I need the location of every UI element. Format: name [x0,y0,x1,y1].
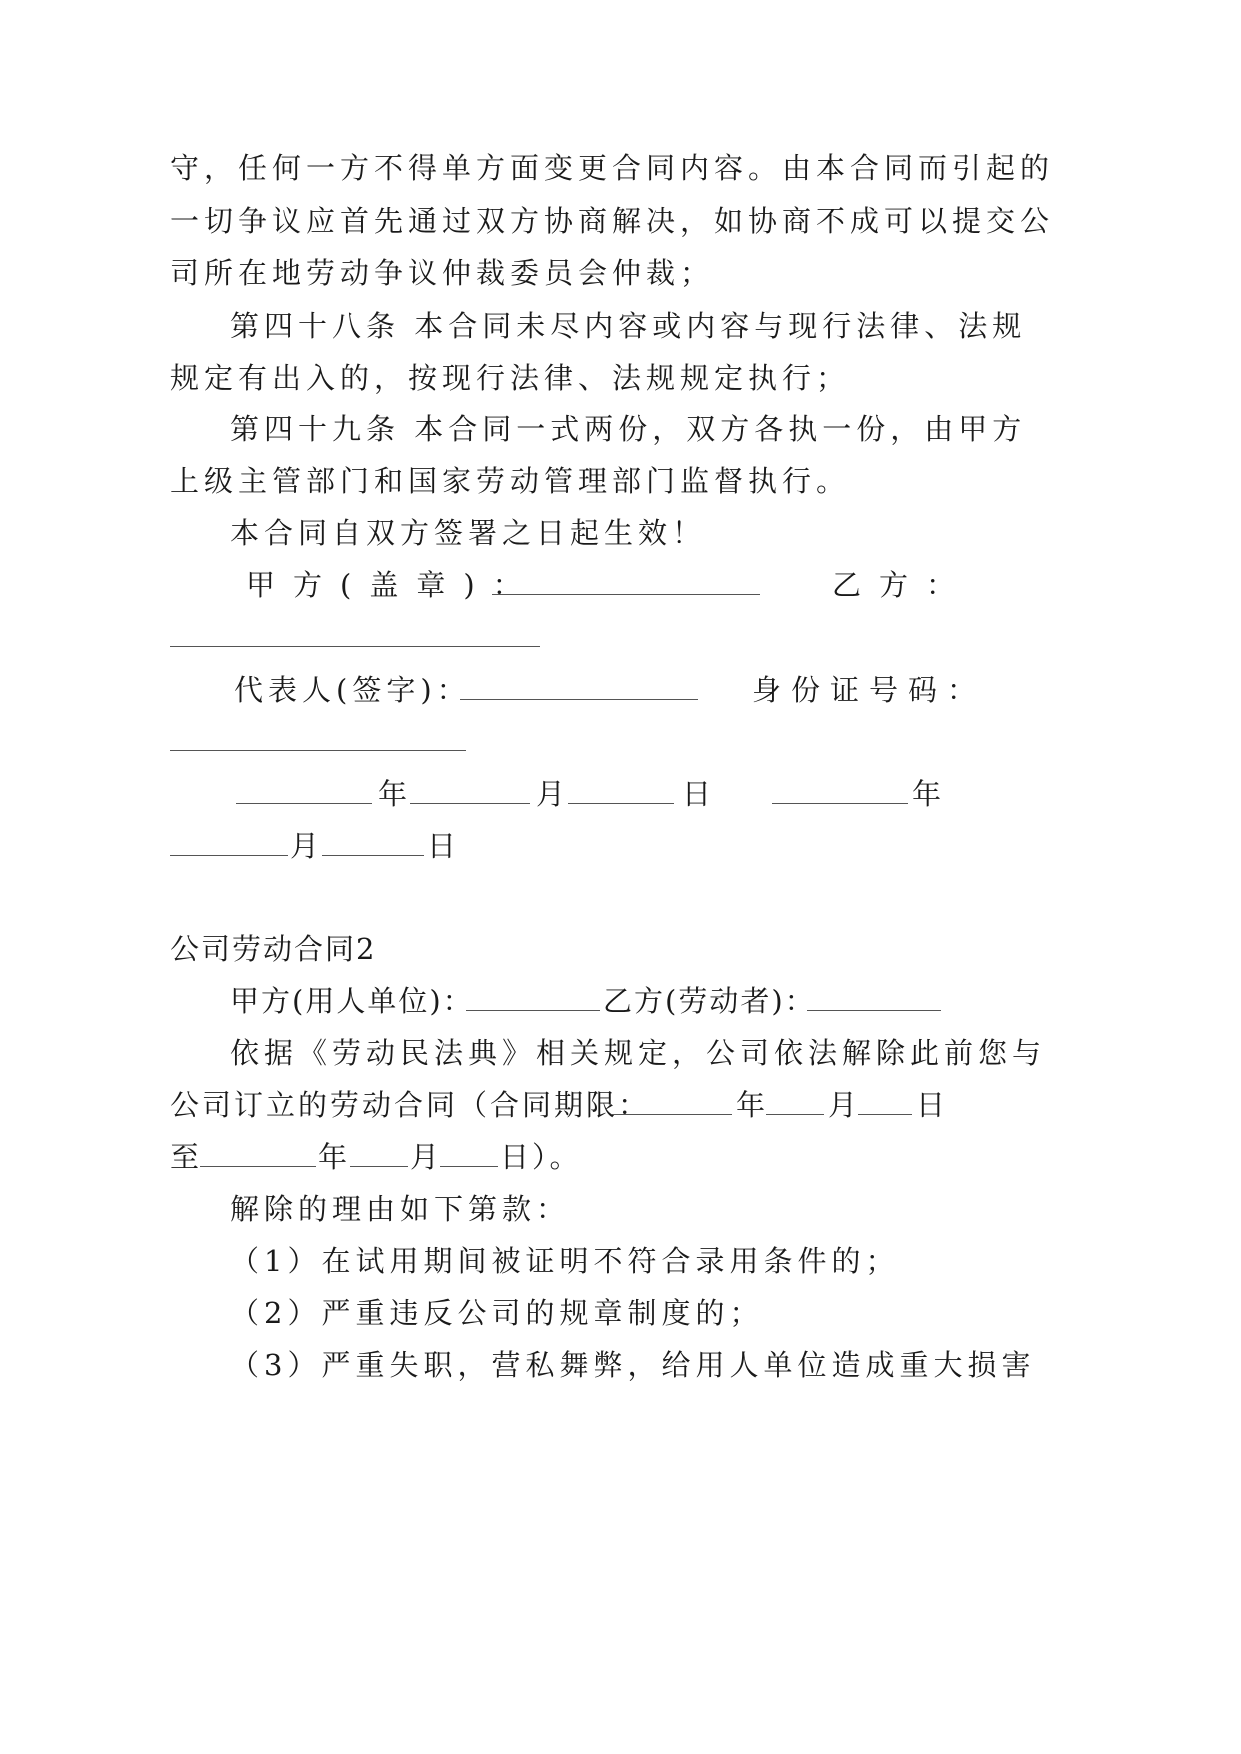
employee-label: 乙方(劳动者)： [603,984,816,1018]
employee-field[interactable] [807,981,941,1021]
parties-line [0,981,1241,1021]
month-field[interactable] [410,774,530,814]
day-label: 日 [682,777,717,811]
text-line [0,1033,1241,1073]
list-item [0,1345,1241,1385]
year-label: 年 [318,1140,353,1174]
text-line [0,1189,1241,1229]
representative-field[interactable] [460,670,698,710]
year-label: 年 [378,777,413,811]
end-day-field[interactable] [440,1137,498,1177]
basis-text: 至 [170,1140,205,1174]
day-field[interactable] [322,826,424,866]
paragraph-text: 一切争议应首先通过双方协商解决，如协商不成可以提交公 [170,204,1055,238]
start-year-field[interactable] [612,1085,732,1125]
reason-1: （1）在试用期间被证明不符合录用条件的； [230,1244,900,1278]
day-label: 日 [916,1088,951,1122]
employer-label: 甲方(用人单位)： [230,984,474,1018]
text-line [0,201,1241,241]
start-month-field[interactable] [766,1085,824,1125]
id-number-field[interactable] [170,721,466,761]
article-49-text: 第四十九条 本合同一式两份，双方各执一份，由甲方 [230,412,1027,446]
signature-line [0,617,1241,657]
year-label: 年 [912,777,947,811]
text-line [0,461,1241,501]
text-line [0,1085,1241,1125]
list-item [0,1241,1241,1281]
representative-label: 代表人(签字)： [234,673,471,707]
year-field[interactable] [236,774,372,814]
basis-text: 公司订立的劳动合同（合同期限： [170,1088,651,1122]
article-49-text: 上级主管部门和国家劳动管理部门监督执行。 [170,464,851,498]
contract-2-title: 公司劳动合同2 [170,932,377,966]
month-label: 月 [410,1140,445,1174]
year-field[interactable] [772,774,908,814]
party-b-field[interactable] [170,617,540,657]
month-label: 月 [290,829,325,863]
start-day-field[interactable] [858,1085,912,1125]
reason-3: （3）严重失职，营私舞弊，给用人单位造成重大损害 [230,1348,1036,1382]
basis-text: 依据《劳动民法典》相关规定，公司依法解除此前您与 [230,1036,1047,1070]
section-title-line [0,929,1241,969]
paragraph-text: 司所在地劳动争议仲裁委员会仲裁； [170,256,715,290]
signature-line [0,670,1241,710]
article-48-text: 规定有出入的，按现行法律、法规规定执行； [170,361,851,395]
text-line [0,253,1241,293]
text-line [0,148,1241,188]
party-a-seal-label: 甲方(盖章)： [246,568,540,602]
day-field[interactable] [568,774,674,814]
text-line [0,358,1241,398]
year-label: 年 [736,1088,771,1122]
date-line [0,774,1241,814]
signature-line [0,721,1241,761]
text-line [0,409,1241,449]
effective-clause: 本合同自双方签署之日起生效！ [230,516,707,550]
month-label: 月 [828,1088,863,1122]
party-b-label: 乙方： [832,568,974,602]
end-month-field[interactable] [350,1137,408,1177]
employer-field[interactable] [466,981,600,1021]
month-label: 月 [536,777,571,811]
paragraph-text: 守，任何一方不得单方面变更合同内容。由本合同而引起的 [170,151,1055,185]
signature-line [0,565,1241,605]
date-line [0,826,1241,866]
list-item [0,1293,1241,1333]
party-a-seal-field[interactable] [492,565,760,605]
text-line [0,513,1241,553]
end-year-field[interactable] [200,1137,316,1177]
id-number-label: 身份证号码： [752,673,987,707]
text-line [0,306,1241,346]
basis-text: 日）。 [500,1140,582,1174]
text-line [0,1137,1241,1177]
article-48-text: 第四十八条 本合同未尽内容或内容与现行法律、法规 [230,309,1027,343]
reason-2: （2）严重违反公司的规章制度的； [230,1296,764,1330]
day-label: 日 [427,829,462,863]
month-field[interactable] [170,826,288,866]
reasons-intro: 解除的理由如下第款： [230,1192,571,1226]
